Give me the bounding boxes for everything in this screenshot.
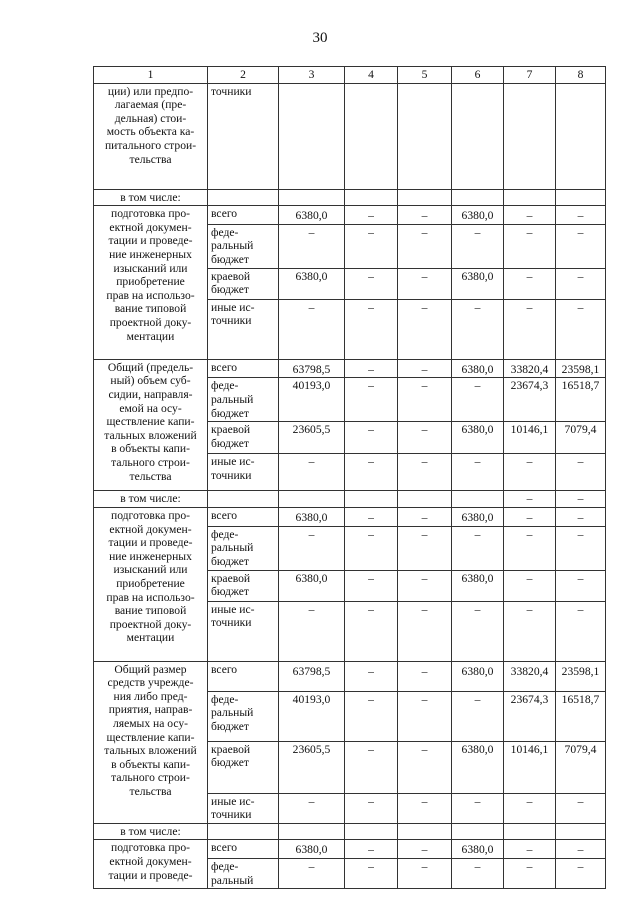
value-col-3 (279, 491, 345, 508)
table-row (94, 661, 606, 691)
value-col-8: – (556, 491, 606, 508)
value-col-8 (556, 189, 606, 206)
column-number-1: 1 (94, 67, 208, 84)
value-col-3: – (279, 299, 345, 359)
value-col-3 (279, 189, 345, 206)
table-row (94, 840, 606, 859)
value-col-3: 63798,5 (279, 359, 345, 378)
value-col-3: 40193,0 (279, 691, 345, 741)
funding-source: феде- ральный (208, 858, 279, 888)
value-col-7: 10146,1 (504, 741, 556, 793)
row-description: подготовка про- ектной докумен- тации и проведе- ние инженерных изысканий или приобретение прав на использо- вание типовой проектной доку- ментации (94, 507, 208, 661)
table-row (94, 206, 606, 225)
value-col-6: – (452, 454, 504, 491)
value-col-8: – (556, 224, 606, 268)
value-col-8 (556, 83, 606, 189)
value-col-8: 23598,1 (556, 359, 606, 378)
row-description: подготовка про- ектной докумен- тации и проведе- ние инженерных изысканий или приобретение прав на использо- вание типовой проектной доку- ментации (94, 206, 208, 360)
value-col-6: 6380,0 (452, 570, 504, 601)
value-col-7: – (504, 526, 556, 570)
value-col-6 (452, 83, 504, 189)
value-col-8: – (556, 299, 606, 359)
value-col-4: – (345, 840, 398, 859)
value-col-7: 33820,4 (504, 359, 556, 378)
value-col-6: – (452, 299, 504, 359)
value-col-7: 23674,3 (504, 691, 556, 741)
value-col-7 (504, 823, 556, 840)
row-description: в том числе: (94, 823, 208, 840)
value-col-8: – (556, 206, 606, 225)
value-col-3: 6380,0 (279, 840, 345, 859)
row-description: в том числе: (94, 189, 208, 206)
value-col-3: 6380,0 (279, 206, 345, 225)
funding-source: точники (208, 83, 279, 189)
value-col-5 (398, 83, 452, 189)
value-col-5: – (398, 661, 452, 691)
value-col-6 (452, 189, 504, 206)
value-col-4 (345, 491, 398, 508)
value-col-4: – (345, 224, 398, 268)
value-col-3: – (279, 526, 345, 570)
value-col-4: – (345, 570, 398, 601)
value-col-3 (279, 83, 345, 189)
value-col-6: 6380,0 (452, 507, 504, 526)
value-col-4: – (345, 601, 398, 661)
value-col-5: – (398, 507, 452, 526)
column-number-6: 6 (452, 67, 504, 84)
funding-source: краевой бюджет (208, 741, 279, 793)
value-col-5: – (398, 422, 452, 454)
funding-source: всего (208, 840, 279, 859)
value-col-8: 16518,7 (556, 378, 606, 422)
column-number-4: 4 (345, 67, 398, 84)
value-col-5 (398, 491, 452, 508)
table-row (94, 189, 606, 206)
value-col-7: – (504, 601, 556, 661)
table-row (94, 507, 606, 526)
funding-source: краевой бюджет (208, 422, 279, 454)
value-col-8: – (556, 526, 606, 570)
value-col-4: – (345, 206, 398, 225)
value-col-7 (504, 83, 556, 189)
value-col-6: – (452, 691, 504, 741)
value-col-4: – (345, 858, 398, 888)
funding-table (93, 66, 606, 889)
funding-source: всего (208, 359, 279, 378)
value-col-5: – (398, 224, 452, 268)
value-col-6 (452, 491, 504, 508)
row-description: Общий (предель- ный) объем суб- сидии, направля- емой на осу- ществление капи- тальных вложений в объекты капи- тального строи- тельства (94, 359, 208, 491)
value-col-4: – (345, 359, 398, 378)
value-col-6: – (452, 378, 504, 422)
column-number-5: 5 (398, 67, 452, 84)
value-col-4: – (345, 299, 398, 359)
value-col-3: – (279, 793, 345, 823)
value-col-6: – (452, 793, 504, 823)
value-col-8: – (556, 268, 606, 299)
row-description: ции) или предпо- лагаемая (пре- дельная) стои- мость объекта ка- питального строи- тельства (94, 83, 208, 189)
value-col-8: 7079,4 (556, 741, 606, 793)
value-col-8: 7079,4 (556, 422, 606, 454)
value-col-4: – (345, 661, 398, 691)
row-description: подготовка про- ектной докумен- тации и проведе- (94, 840, 208, 889)
value-col-3: 6380,0 (279, 570, 345, 601)
value-col-3: 40193,0 (279, 378, 345, 422)
value-col-6: 6380,0 (452, 268, 504, 299)
value-col-5: – (398, 454, 452, 491)
value-col-6: 6380,0 (452, 661, 504, 691)
value-col-8: 16518,7 (556, 691, 606, 741)
value-col-7: – (504, 840, 556, 859)
value-col-3: 23605,5 (279, 741, 345, 793)
column-number-3: 3 (279, 67, 345, 84)
value-col-6: 6380,0 (452, 422, 504, 454)
value-col-5 (398, 189, 452, 206)
value-col-7 (504, 189, 556, 206)
value-col-3: 63798,5 (279, 661, 345, 691)
value-col-3: 23605,5 (279, 422, 345, 454)
funding-source: всего (208, 206, 279, 225)
value-col-8: – (556, 454, 606, 491)
value-col-5: – (398, 299, 452, 359)
value-col-8: – (556, 570, 606, 601)
value-col-7: 33820,4 (504, 661, 556, 691)
value-col-6: 6380,0 (452, 741, 504, 793)
value-col-5 (398, 823, 452, 840)
value-col-3: – (279, 858, 345, 888)
funding-source: краевой бюджет (208, 570, 279, 601)
funding-source: всего (208, 661, 279, 691)
value-col-3: – (279, 454, 345, 491)
value-col-7: – (504, 206, 556, 225)
value-col-6: 6380,0 (452, 840, 504, 859)
value-col-6 (452, 823, 504, 840)
value-col-3 (279, 823, 345, 840)
value-col-4 (345, 83, 398, 189)
value-col-8: – (556, 601, 606, 661)
value-col-4: – (345, 691, 398, 741)
value-col-6: 6380,0 (452, 206, 504, 225)
value-col-6: – (452, 224, 504, 268)
value-col-4: – (345, 526, 398, 570)
value-col-8: – (556, 840, 606, 859)
value-col-5: – (398, 741, 452, 793)
value-col-5: – (398, 359, 452, 378)
funding-source: феде- ральный бюджет (208, 224, 279, 268)
value-col-3: 6380,0 (279, 268, 345, 299)
value-col-5: – (398, 526, 452, 570)
value-col-4: – (345, 793, 398, 823)
value-col-8 (556, 823, 606, 840)
value-col-4: – (345, 454, 398, 491)
row-description: Общий размер средств учрежде- ния либо пред- приятия, направ- ляемых на осу- ществление капи- тальных вложений в объекты капи- тального строи- тельства (94, 661, 208, 823)
value-col-4: – (345, 741, 398, 793)
funding-source: феде- ральный бюджет (208, 526, 279, 570)
value-col-7: 23674,3 (504, 378, 556, 422)
value-col-3: – (279, 601, 345, 661)
value-col-7: – (504, 224, 556, 268)
value-col-4: – (345, 507, 398, 526)
value-col-4: – (345, 422, 398, 454)
value-col-7: 10146,1 (504, 422, 556, 454)
funding-source: краевой бюджет (208, 268, 279, 299)
value-col-7: – (504, 299, 556, 359)
value-col-4 (345, 823, 398, 840)
value-col-6: 6380,0 (452, 359, 504, 378)
value-col-3: – (279, 224, 345, 268)
funding-source: феде- ральный бюджет (208, 691, 279, 741)
value-col-7: – (504, 491, 556, 508)
funding-source: иные ис- точники (208, 601, 279, 661)
value-col-8: – (556, 793, 606, 823)
value-col-5: – (398, 601, 452, 661)
value-col-6: – (452, 601, 504, 661)
table-row (94, 359, 606, 378)
funding-source (208, 491, 279, 508)
value-col-6: – (452, 526, 504, 570)
column-number-7: 7 (504, 67, 556, 84)
value-col-5: – (398, 206, 452, 225)
value-col-5: – (398, 840, 452, 859)
column-number-row (94, 67, 606, 84)
funding-source: иные ис- точники (208, 454, 279, 491)
funding-source: всего (208, 507, 279, 526)
value-col-3: 6380,0 (279, 507, 345, 526)
value-col-5: – (398, 570, 452, 601)
funding-source (208, 823, 279, 840)
value-col-4 (345, 189, 398, 206)
value-col-8: 23598,1 (556, 661, 606, 691)
value-col-7: – (504, 858, 556, 888)
value-col-7: – (504, 793, 556, 823)
value-col-6: – (452, 858, 504, 888)
page-number: 30 (312, 30, 328, 46)
value-col-5: – (398, 378, 452, 422)
value-col-5: – (398, 793, 452, 823)
table-row (94, 83, 606, 189)
value-col-7: – (504, 268, 556, 299)
value-col-8: – (556, 858, 606, 888)
table-row (94, 491, 606, 508)
funding-source: иные ис- точники (208, 299, 279, 359)
value-col-8: – (556, 507, 606, 526)
funding-source: иные ис- точники (208, 793, 279, 823)
column-number-8: 8 (556, 67, 606, 84)
value-col-7: – (504, 507, 556, 526)
value-col-4: – (345, 378, 398, 422)
value-col-7: – (504, 570, 556, 601)
table-row (94, 823, 606, 840)
column-number-2: 2 (208, 67, 279, 84)
row-description: в том числе: (94, 491, 208, 508)
value-col-4: – (345, 268, 398, 299)
value-col-7: – (504, 454, 556, 491)
funding-source: феде- ральный бюджет (208, 378, 279, 422)
funding-source (208, 189, 279, 206)
value-col-5: – (398, 858, 452, 888)
value-col-5: – (398, 691, 452, 741)
value-col-5: – (398, 268, 452, 299)
